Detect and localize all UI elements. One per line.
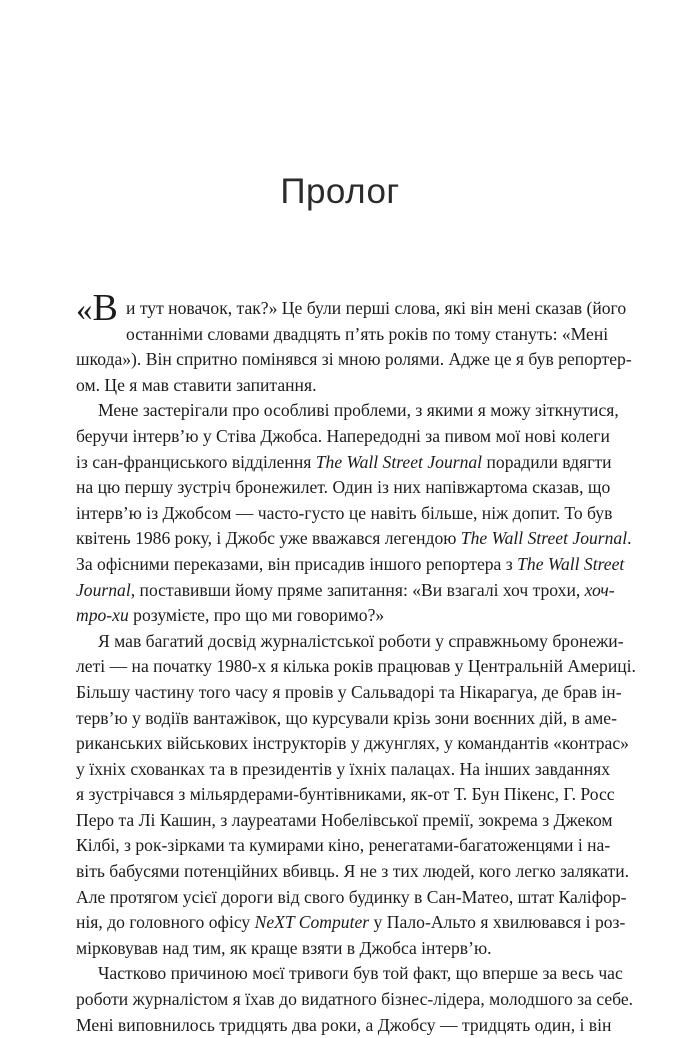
text-span: із сан-франциського відділення <box>76 451 316 472</box>
text-span: риканських військових інструкторів у джунглях, у командантів «контрас» <box>76 733 629 754</box>
text-span: Мені виповнилось тридцять два роки, а Джобсу — тридцять один, і він <box>76 1014 612 1035</box>
text-span: . <box>627 528 632 549</box>
drop-cap-quote: « <box>76 292 93 328</box>
text-span: останніми словами двадцять п’ять років по тому стануть: «Мені <box>126 323 609 344</box>
italic-span: The Wall Street <box>517 553 625 574</box>
text-span: порадили вдягти <box>482 451 612 472</box>
text-span: Мене застерігали про особливі проблеми, з якими я можу зіткнутися, <box>98 400 619 421</box>
text-span: віть бабусями потенційних вбивць. Я не з тих людей, кого легко залякати. <box>76 861 630 882</box>
text-line <box>76 398 619 424</box>
italic-span: тро-хи <box>76 605 129 626</box>
text-line <box>76 475 611 501</box>
text-span: мірковував над тим, як краще взяти в Джобса інтерв’ю. <box>76 937 492 958</box>
text-span: терв’ю у водіїв вантажівок, що курсували крізь зони воєнних дій, в аме- <box>76 707 617 728</box>
text-line <box>76 526 632 552</box>
text-span: ом. Це я мав ставити запитання. <box>76 374 317 395</box>
text-line <box>76 782 615 808</box>
text-span: Я мав багатий досвід журналістської роботи у справжньому бронежи- <box>98 630 624 651</box>
text-line <box>76 501 613 527</box>
text-line <box>76 424 610 450</box>
text-line <box>76 1013 612 1038</box>
text-line <box>76 808 613 834</box>
text-line <box>76 322 609 348</box>
text-span: леті — на початку 1980-х я кілька років працював у Центральній Америці. <box>76 656 636 677</box>
text-span: роботи журналістом я їхав до видатного бізнес-лідера, молодшого за себе. <box>76 989 634 1010</box>
drop-cap <box>76 287 118 329</box>
text-span: Більшу частину того часу я провів у Сальвадорі та Нікарагуа, де брав ін- <box>76 681 622 702</box>
text-span: шкода»). Він спритно помінявся зі мною ролями. Адже це я був репортер- <box>76 349 632 370</box>
text-line <box>76 373 604 399</box>
text-span: беручи інтерв’ю у Стіва Джобса. Напередодні за пивом мої нові колеги <box>76 425 610 446</box>
text-line <box>76 936 604 962</box>
text-line <box>76 347 632 373</box>
text-span: Перо та Лі Кашин, з лауреатами Нобелівської премії, зокрема з Джеком <box>76 809 613 830</box>
italic-span: хоч- <box>584 579 615 600</box>
text-line <box>76 603 604 629</box>
drop-cap-letter: В <box>92 287 118 329</box>
italic-span: NeXT Computer <box>254 912 370 933</box>
text-line <box>76 450 612 476</box>
text-span: розумієте, про що ми говоримо?» <box>128 605 385 626</box>
text-line <box>76 859 630 885</box>
text-span: у їхніх схованках та в президентів у їхніх палацах. На інших завданнях <box>76 758 610 779</box>
text-line <box>76 757 610 783</box>
italic-span: The Wall Street Journal <box>315 451 483 472</box>
text-span: Частково причиною моєї тривоги був той факт, що вперше за весь час <box>98 963 623 984</box>
text-span: нія, до головного офісу <box>76 912 255 933</box>
text-span: квітень 1986 року, і Джобс уже вважався легендою <box>76 528 461 549</box>
text-line <box>76 910 626 936</box>
text-line <box>76 961 623 987</box>
text-line <box>76 731 629 757</box>
text-span: я зустрічався з мільярдерами-бунтівниками, як-от Т. Бун Пікенс, Г. Росс <box>76 784 615 805</box>
text-line <box>76 552 625 578</box>
text-line <box>76 833 611 859</box>
text-line <box>76 680 622 706</box>
text-span: За офісними переказами, він присадив іншого репортера з <box>76 553 518 574</box>
text-line <box>76 296 627 322</box>
text-span: інтерв’ю із Джобсом — часто-густо це навіть більше, ніж допит. То був <box>76 502 613 523</box>
chapter-title: Пролог <box>280 172 400 211</box>
text-span: у Пало-Альто я хвилювався і роз- <box>369 912 626 933</box>
text-span: Кілбі, з рок-зірками та кумирами кіно, ренегатами-багатоженцями і на- <box>76 835 611 856</box>
text-span: на цю першу зустріч бронежилет. Один із них напівжартома сказав, що <box>76 477 611 498</box>
text-span: Але протягом усієї дороги від свого будинку в Сан-Матео, штат Каліфор- <box>76 886 627 907</box>
italic-span: Journal <box>76 579 131 600</box>
text-line <box>76 885 627 911</box>
text-span: , поставивши йому пряме запитання: «Ви взагалі хоч трохи, <box>130 579 585 600</box>
italic-span: The Wall Street Journal <box>460 528 628 549</box>
text-span: и тут новачок, так?» Це були перші слова, які він мені сказав (його <box>126 298 627 318</box>
text-line <box>76 654 636 680</box>
body-text <box>76 287 636 1038</box>
text-line <box>76 629 624 655</box>
text-line <box>76 706 617 732</box>
text-line <box>76 578 615 604</box>
